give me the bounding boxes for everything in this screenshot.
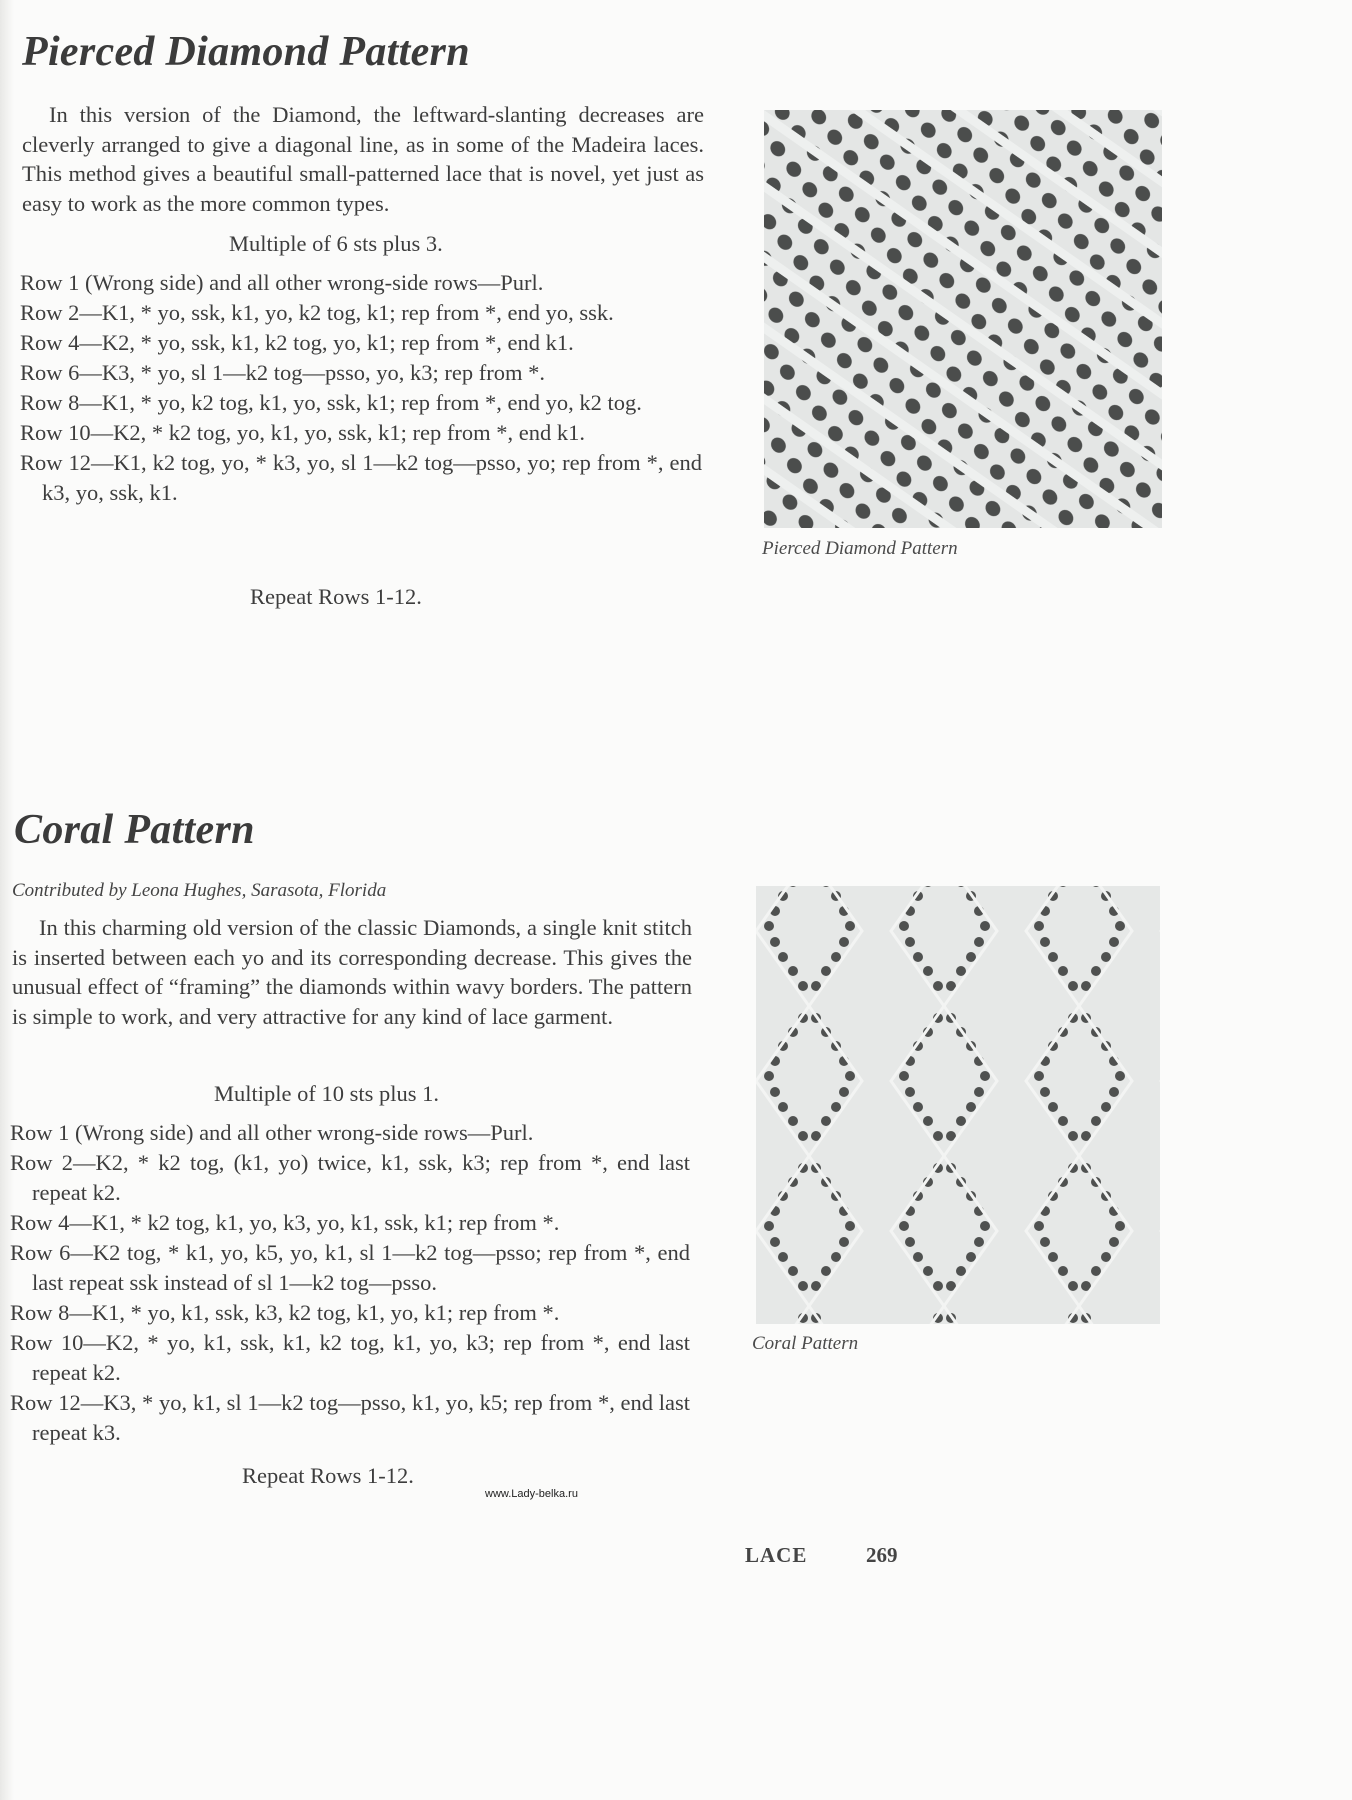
row-instruction: Row 6—K2 tog, * k1, yo, k5, yo, k1, sl 1—k2 tog—psso; rep from *, end last repeat ssk instead of sl 1—k2 tog—psso. — [10, 1240, 690, 1295]
contributor-credit: Contributed by Leona Hughes, Sarasota, Florida — [12, 880, 387, 901]
photo-caption: Coral Pattern — [752, 1333, 859, 1354]
photo-caption: Pierced Diamond Pattern — [762, 538, 958, 559]
row-instruction: Row 4—K2, * yo, ssk, k1, k2 tog, yo, k1; rep from *, end k1. — [20, 330, 574, 355]
page-number: 269 — [866, 1543, 898, 1567]
lace-diamond-illustration — [756, 886, 1160, 1324]
section-intro: In this version of the Diamond, the leftward-slanting decreases are cleverly arranged to give a diagonal line, as in some of the Madeira laces. This method gives a beautiful small-patterned lace that is novel, yet just as easy to work as the more common types. — [22, 102, 704, 216]
row-instruction: Row 2—K1, * yo, ssk, k1, yo, k2 tog, k1; rep from *, end yo, ssk. — [20, 300, 614, 325]
row-instruction: Row 10—K2, * yo, k1, ssk, k1, k2 tog, k1, yo, k3; rep from *, end last repeat k2. — [10, 1330, 690, 1385]
pierced-diamond-swatch-photo — [764, 110, 1162, 528]
row-instruction: Row 1 (Wrong side) and all other wrong-side rows—Purl. — [10, 1120, 534, 1145]
row-instruction: Row 4—K1, * k2 tog, k1, yo, k3, yo, k1, ssk, k1; rep from *. — [10, 1210, 560, 1235]
watermark-link[interactable]: www.Lady-belka.ru — [485, 1488, 578, 1500]
section-title: Coral Pattern — [14, 807, 255, 853]
row-instruction: Row 6—K3, * yo, sl 1—k2 tog—psso, yo, k3; rep from *. — [20, 360, 545, 385]
row-instruction: Row 12—K3, * yo, k1, sl 1—k2 tog—psso, k1, yo, k5; rep from *, end last repeat k3. — [10, 1390, 690, 1445]
row-instructions — [10, 1118, 690, 1448]
row-instruction: Row 10—K2, * k2 tog, yo, k1, yo, ssk, k1; rep from *, end k1. — [20, 420, 585, 445]
coral-swatch-photo — [756, 886, 1160, 1324]
stitch-multiple: Multiple of 6 sts plus 3. — [229, 231, 443, 256]
row-instruction: Row 8—K1, * yo, k2 tog, k1, yo, ssk, k1; rep from *, end yo, k2 tog. — [20, 390, 642, 415]
repeat-note: Repeat Rows 1-12. — [250, 584, 422, 609]
section-title: Pierced Diamond Pattern — [22, 29, 470, 75]
section-intro: In this charming old version of the classic Diamonds, a single knit stitch is inserted between each yo and its corresponding decrease. This gives the unusual effect of “framing” the diamonds within wavy borders. The pattern is simple to work, and very attractive for any kind of lace garment. — [12, 915, 692, 1029]
repeat-note: Repeat Rows 1-12. — [242, 1463, 414, 1488]
lace-diagonal-illustration — [764, 110, 1162, 528]
row-instructions — [20, 268, 702, 508]
row-instruction: Row 8—K1, * yo, k1, ssk, k3, k2 tog, k1, yo, k1; rep from *. — [10, 1300, 560, 1325]
row-instruction: Row 1 (Wrong side) and all other wrong-side rows—Purl. — [20, 270, 544, 295]
row-instruction: Row 12—K1, k2 tog, yo, * k3, yo, sl 1—k2 tog—psso, yo; rep from *, end k3, yo, ssk, k1. — [20, 450, 702, 505]
running-head: LACE — [745, 1543, 808, 1567]
stitch-multiple: Multiple of 10 sts plus 1. — [214, 1081, 440, 1106]
row-instruction: Row 2—K2, * k2 tog, (k1, yo) twice, k1, ssk, k3; rep from *, end last repeat k2. — [10, 1150, 690, 1205]
